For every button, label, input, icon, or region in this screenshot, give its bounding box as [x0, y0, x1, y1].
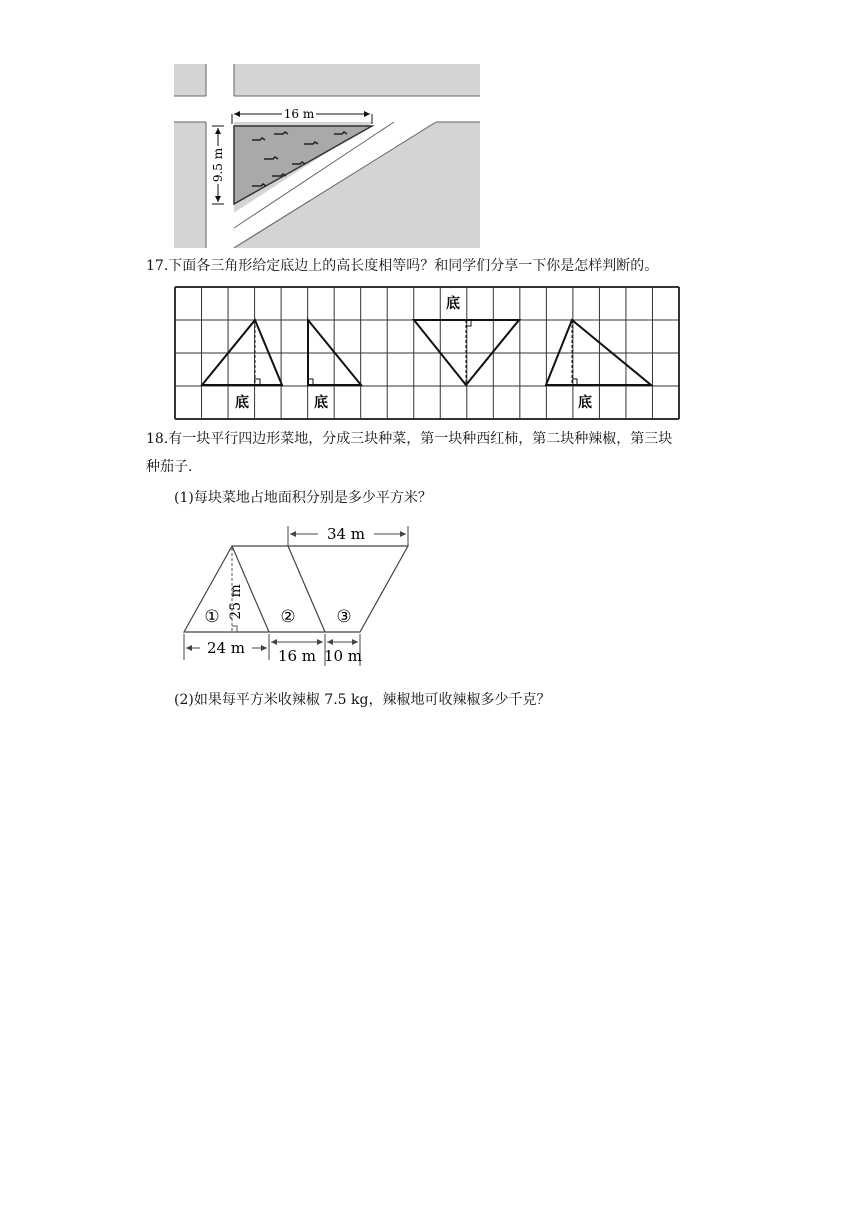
top-length-label: 34 m: [326, 525, 366, 543]
base-label-2: 底: [314, 395, 328, 411]
q18-field-figure: [176, 520, 426, 670]
region-1-label: ①: [204, 607, 220, 627]
base-24-label: 24 m: [206, 639, 246, 657]
base-16-label: 16 m: [277, 647, 317, 665]
base-label-3: 底: [446, 296, 460, 312]
park-height-label: 9.5 m: [211, 147, 225, 183]
q17-grid-figure: [174, 286, 680, 420]
question-18-sub2: (2)如果每平方米收辣椒 7.5 kg，辣椒地可收辣椒多少千克？: [174, 692, 551, 708]
horizontal-road: [174, 96, 480, 122]
question-18-line2: 种茄子.: [146, 459, 193, 475]
region-2-label: ②: [280, 607, 296, 627]
field-height-label: 25 m: [228, 584, 244, 620]
question-18-line1: 18.有一块平行四边形菜地，分成三块种菜，第一块种西红柿，第二块种辣椒，第三块: [146, 431, 673, 447]
base-label-1: 底: [235, 395, 249, 411]
park-figure: [174, 64, 480, 248]
question-18-sub1: (1)每块菜地占地面积分别是多少平方米？: [174, 490, 432, 506]
park-width-label: 16 m: [283, 107, 315, 121]
base-10-label: 10 m: [323, 647, 363, 665]
base-label-4: 底: [578, 395, 592, 411]
region-3-label: ③: [336, 607, 352, 627]
question-17-text: 17.下面各三角形给定底边上的高长度相等吗？和同学们分享一下你是怎样判断的。: [146, 258, 659, 274]
